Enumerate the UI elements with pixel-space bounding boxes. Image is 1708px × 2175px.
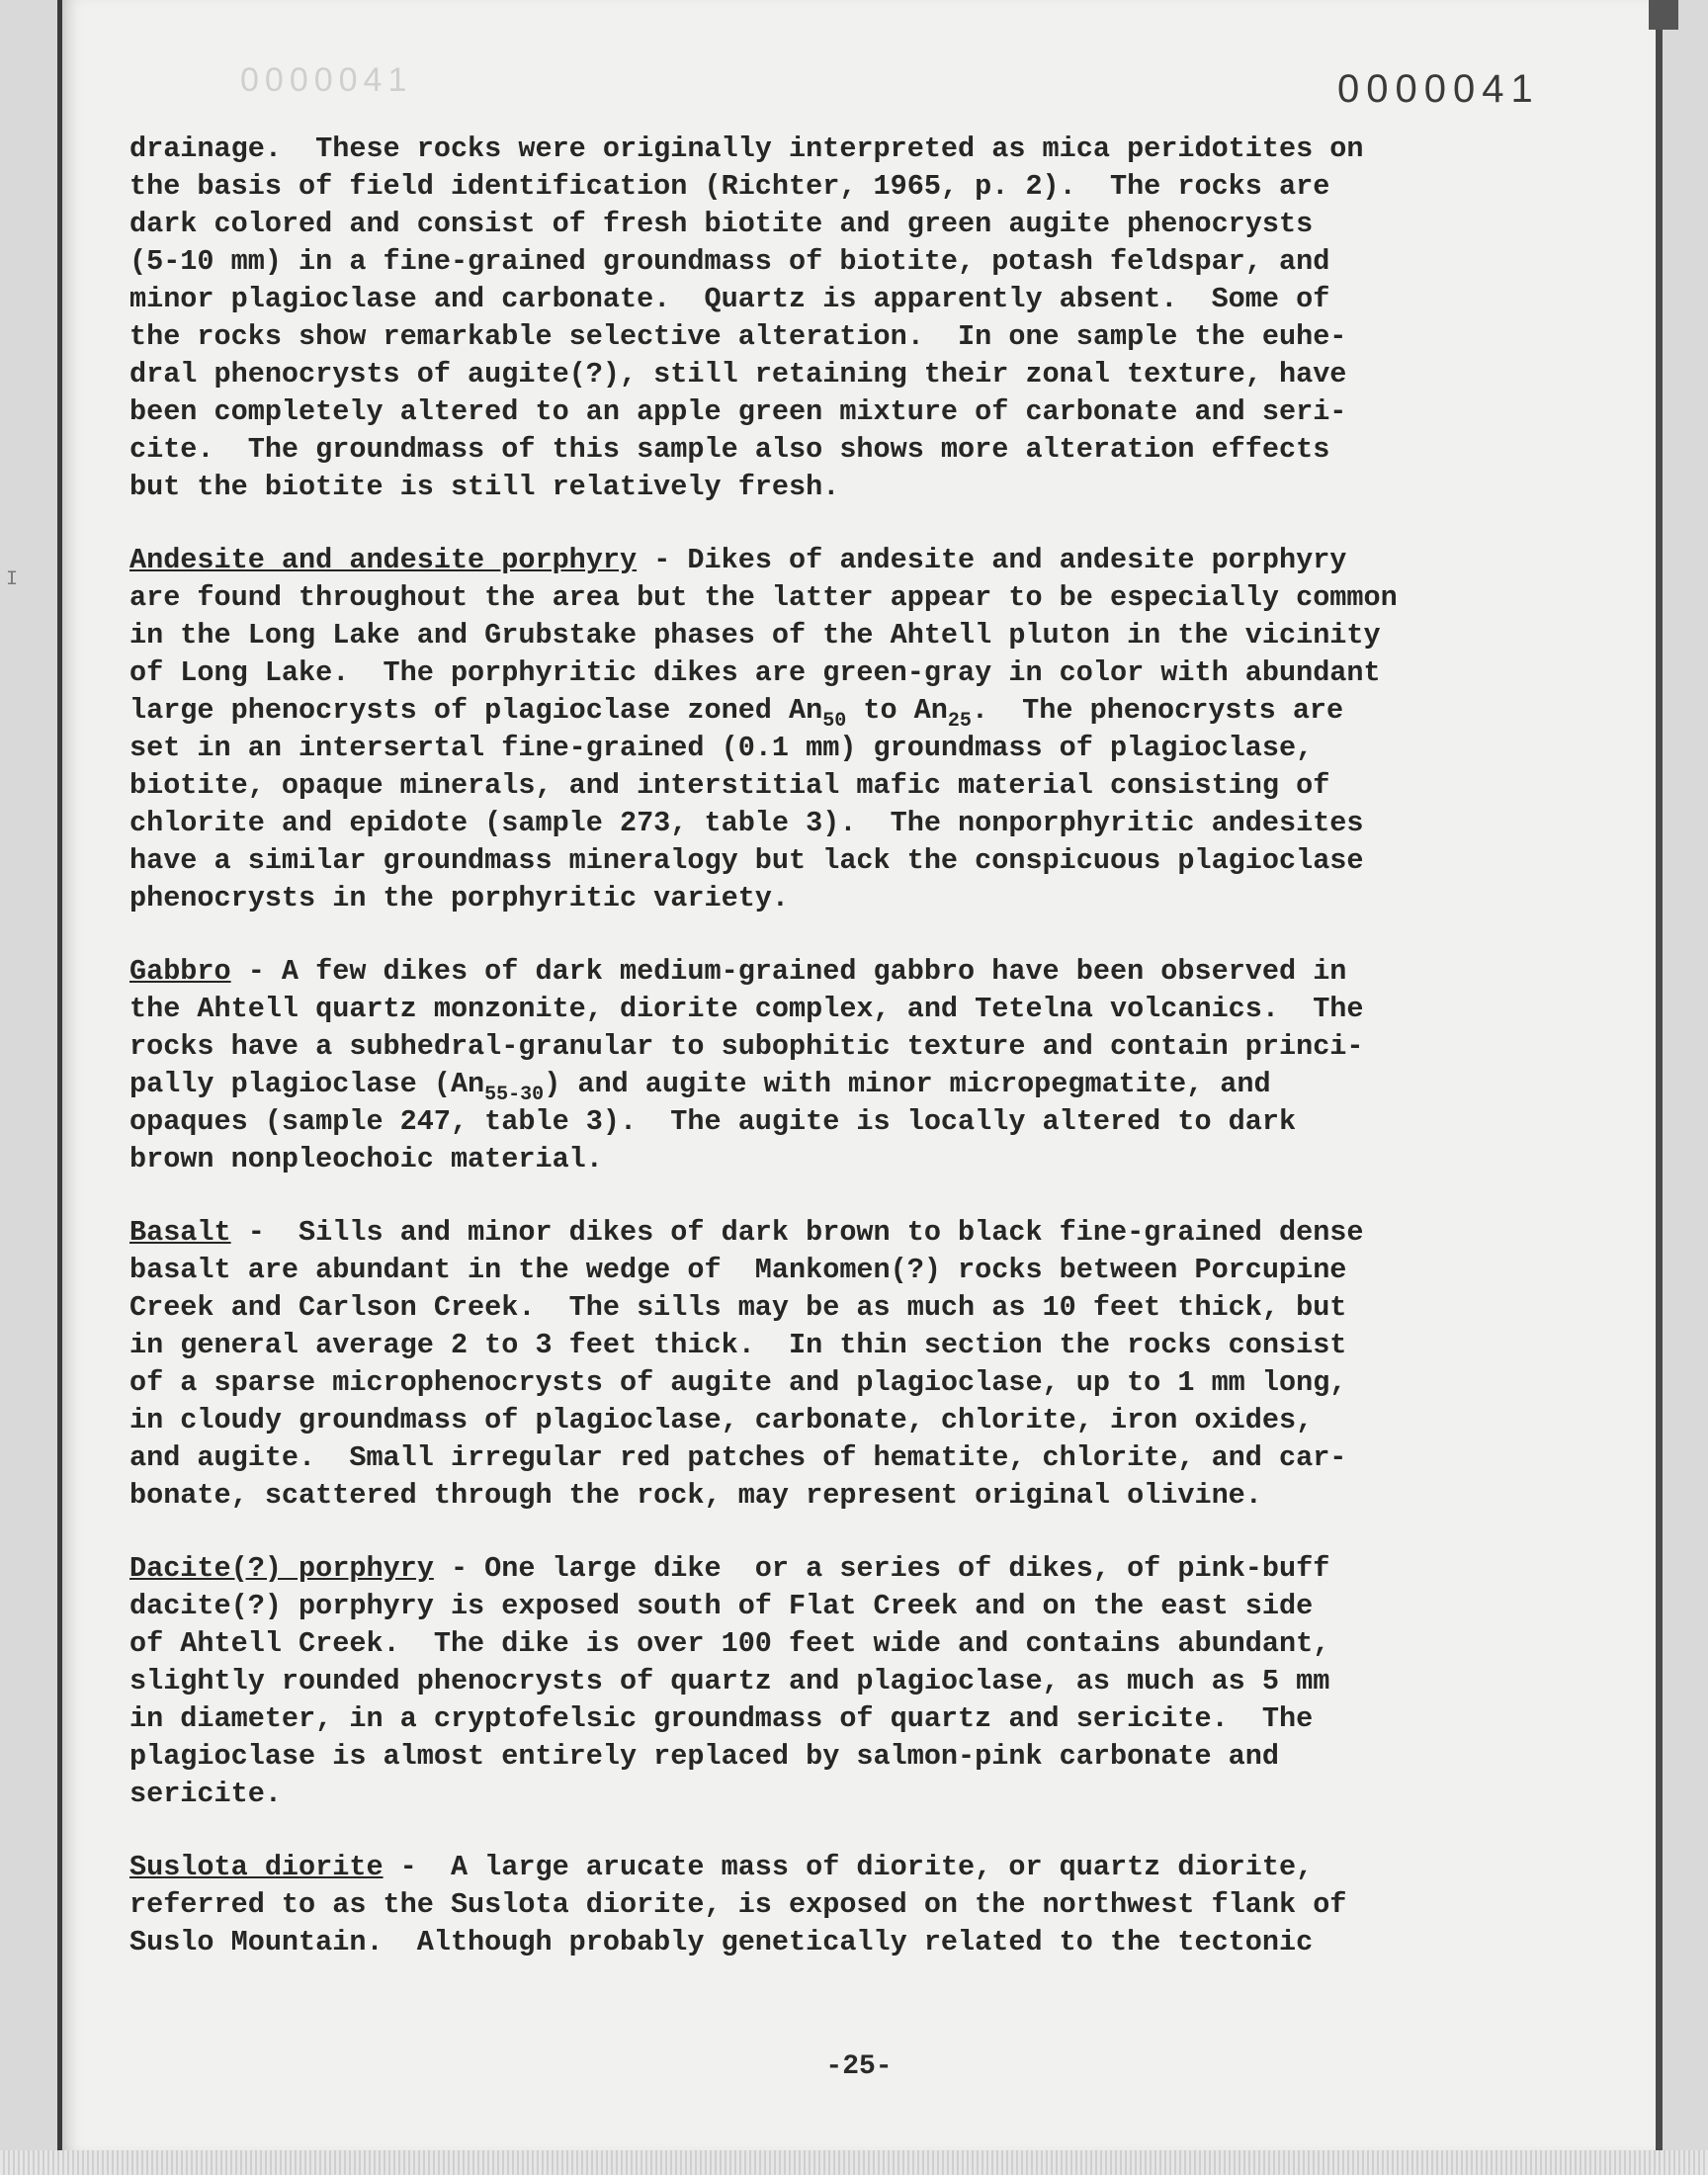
text-run: dark colored and consist of fresh biotite and green augite phenocrysts <box>129 208 1314 240</box>
text-line <box>129 130 1622 168</box>
text-run: have a similar groundmass mineralogy but lack the conspicuous plagioclase <box>129 844 1364 877</box>
text-run: referred to as the Suslota diorite, is exposed on the northwest flank of <box>129 1888 1347 1921</box>
text-run: in general average 2 to 3 feet thick. In thin section the rocks consist <box>129 1329 1347 1361</box>
section-heading: Suslota diorite <box>129 1851 384 1883</box>
scan-bottom-edge <box>0 2150 1708 2175</box>
text-line <box>129 1849 1622 1886</box>
text-run: minor plagioclase and carbonate. Quartz is apparently absent. Some of <box>129 283 1330 315</box>
text-line <box>129 1066 1622 1106</box>
scan-corner-shadow <box>1649 0 1678 30</box>
text-run: plagioclase is almost entirely replaced by salmon-pink carbonate and <box>129 1740 1279 1773</box>
text-run: - A large arucate mass of diorite, or quartz diorite, <box>383 1851 1314 1883</box>
text-line <box>129 356 1622 393</box>
text-run: dacite(?) porphyry is exposed south of Flat Creek and on the east side <box>129 1590 1314 1622</box>
text-run: to An <box>846 694 948 727</box>
text-line <box>129 281 1622 318</box>
paragraph <box>129 1550 1622 1813</box>
text-run: phenocrysts in the porphyritic variety. <box>129 882 790 914</box>
text-run: of Long Lake. The porphyritic dikes are green-gray in color with abundant <box>129 656 1381 689</box>
text-line <box>129 1252 1622 1289</box>
text-line <box>129 1738 1622 1776</box>
text-run: - Dikes of andesite and andesite porphyry <box>637 544 1347 576</box>
text-line <box>129 431 1622 469</box>
text-line <box>129 1103 1622 1141</box>
text-line <box>129 1364 1622 1402</box>
text-run: and augite. Small irregular red patches of hematite, chlorite, and car- <box>129 1441 1347 1474</box>
text-line <box>129 953 1622 991</box>
text-run: large phenocrysts of plagioclase zoned An <box>129 694 823 727</box>
text-line <box>129 842 1622 880</box>
text-run: dral phenocrysts of augite(?), still retaining their zonal texture, have <box>129 358 1347 391</box>
text-line <box>129 206 1622 243</box>
text-line <box>129 393 1622 431</box>
text-run: the Ahtell quartz monzonite, diorite complex, and Tetelna volcanics. The <box>129 993 1364 1025</box>
paragraph <box>129 1849 1622 1961</box>
section-heading: Basalt <box>129 1216 231 1249</box>
text-line <box>129 1550 1622 1588</box>
text-run: pally plagioclase (An <box>129 1068 485 1100</box>
text-line <box>129 1141 1622 1178</box>
margin-mark: I <box>6 568 19 591</box>
text-run: of a sparse microphenocrysts of augite and plagioclase, up to 1 mm long, <box>129 1366 1347 1399</box>
text-run: chlorite and epidote (sample 273, table 3). The nonporphyritic andesites <box>129 807 1364 839</box>
text-run: sericite. <box>129 1778 282 1810</box>
text-line <box>129 1289 1622 1327</box>
text-run: in cloudy groundmass of plagioclase, carbonate, chlorite, iron oxides, <box>129 1404 1314 1436</box>
paragraph <box>129 542 1622 917</box>
text-run: drainage. These rocks were originally interpreted as mica peridotites on <box>129 132 1364 165</box>
text-run: of Ahtell Creek. The dike is over 100 feet wide and contains abundant, <box>129 1627 1330 1660</box>
text-line <box>129 1477 1622 1515</box>
text-line <box>129 880 1622 917</box>
text-line <box>129 767 1622 805</box>
paragraph <box>129 130 1622 506</box>
text-run: opaques (sample 247, table 3). The augite is locally altered to dark <box>129 1105 1297 1138</box>
subscript: 25 <box>947 710 972 733</box>
section-heading: Andesite and andesite porphyry <box>129 544 638 576</box>
section-heading: Gabbro <box>129 955 231 988</box>
text-line <box>129 730 1622 767</box>
text-line <box>129 1886 1622 1924</box>
text-line <box>129 1663 1622 1700</box>
page-id-number: 0000041 <box>1337 67 1540 111</box>
text-run: ) and augite with minor micropegmatite, and <box>544 1068 1271 1100</box>
text-run: the rocks show remarkable selective alteration. In one sample the euhe- <box>129 320 1347 353</box>
text-run: slightly rounded phenocrysts of quartz and plagioclase, as much as 5 mm <box>129 1665 1330 1697</box>
text-run: basalt are abundant in the wedge of Mankomen(?) rocks between Porcupine <box>129 1254 1347 1286</box>
subscript: 50 <box>822 710 847 733</box>
text-line <box>129 1924 1622 1961</box>
text-line <box>129 1327 1622 1364</box>
text-line <box>129 1588 1622 1625</box>
text-run: - Sills and minor dikes of dark brown to black fine-grained dense <box>230 1216 1364 1249</box>
text-line <box>129 1439 1622 1477</box>
text-line <box>129 1625 1622 1663</box>
text-line <box>129 318 1622 356</box>
text-run: - One large dike or a series of dikes, of pink-buff <box>433 1552 1330 1585</box>
text-run: set in an intersertal fine-grained (0.1 mm) groundmass of plagioclase, <box>129 732 1314 764</box>
text-line <box>129 243 1622 281</box>
text-line <box>129 1028 1622 1066</box>
text-run: been completely altered to an apple green mixture of carbonate and seri- <box>129 395 1347 428</box>
text-run: Suslo Mountain. Although probably genetically related to the tectonic <box>129 1926 1314 1958</box>
document-body <box>129 130 1622 1997</box>
section-heading: Dacite(?) porphyry <box>129 1552 434 1585</box>
paragraph <box>129 953 1622 1178</box>
text-line <box>129 654 1622 692</box>
text-line <box>129 579 1622 617</box>
text-run: cite. The groundmass of this sample also shows more alteration effects <box>129 433 1330 466</box>
document-page <box>57 0 1663 2150</box>
text-run: in the Long Lake and Grubstake phases of the Ahtell pluton in the vicinity <box>129 619 1381 652</box>
text-line <box>129 991 1622 1028</box>
faint-page-number-bleedthrough: 0000041 <box>240 61 413 99</box>
text-run: - A few dikes of dark medium-grained gabbro have been observed in <box>230 955 1347 988</box>
subscript: 55-30 <box>484 1084 545 1106</box>
text-run: are found throughout the area but the latter appear to be especially common <box>129 581 1398 614</box>
text-line <box>129 805 1622 842</box>
text-line <box>129 469 1622 506</box>
text-line <box>129 1700 1622 1738</box>
text-run: (5-10 mm) in a fine-grained groundmass of biotite, potash feldspar, and <box>129 245 1330 278</box>
page-folio: -25- <box>825 2051 893 2082</box>
text-run: brown nonpleochoic material. <box>129 1143 603 1175</box>
text-run: bonate, scattered through the rock, may represent original olivine. <box>129 1479 1262 1512</box>
text-run: rocks have a subhedral-granular to subophitic texture and contain princi- <box>129 1030 1364 1063</box>
text-line <box>129 1214 1622 1252</box>
paragraph <box>129 1214 1622 1515</box>
text-line <box>129 1776 1622 1813</box>
text-run: the basis of field identification (Richter, 1965, p. 2). The rocks are <box>129 170 1330 203</box>
text-line <box>129 692 1622 733</box>
text-run: in diameter, in a cryptofelsic groundmass of quartz and sericite. The <box>129 1702 1314 1735</box>
text-line <box>129 1402 1622 1439</box>
text-line <box>129 168 1622 206</box>
text-run: Creek and Carlson Creek. The sills may be as much as 10 feet thick, but <box>129 1291 1347 1324</box>
text-run: but the biotite is still relatively fresh. <box>129 471 840 503</box>
text-run: . The phenocrysts are <box>971 694 1344 727</box>
text-line <box>129 617 1622 654</box>
text-line <box>129 542 1622 579</box>
text-run: biotite, opaque minerals, and interstitial mafic material consisting of <box>129 769 1330 802</box>
